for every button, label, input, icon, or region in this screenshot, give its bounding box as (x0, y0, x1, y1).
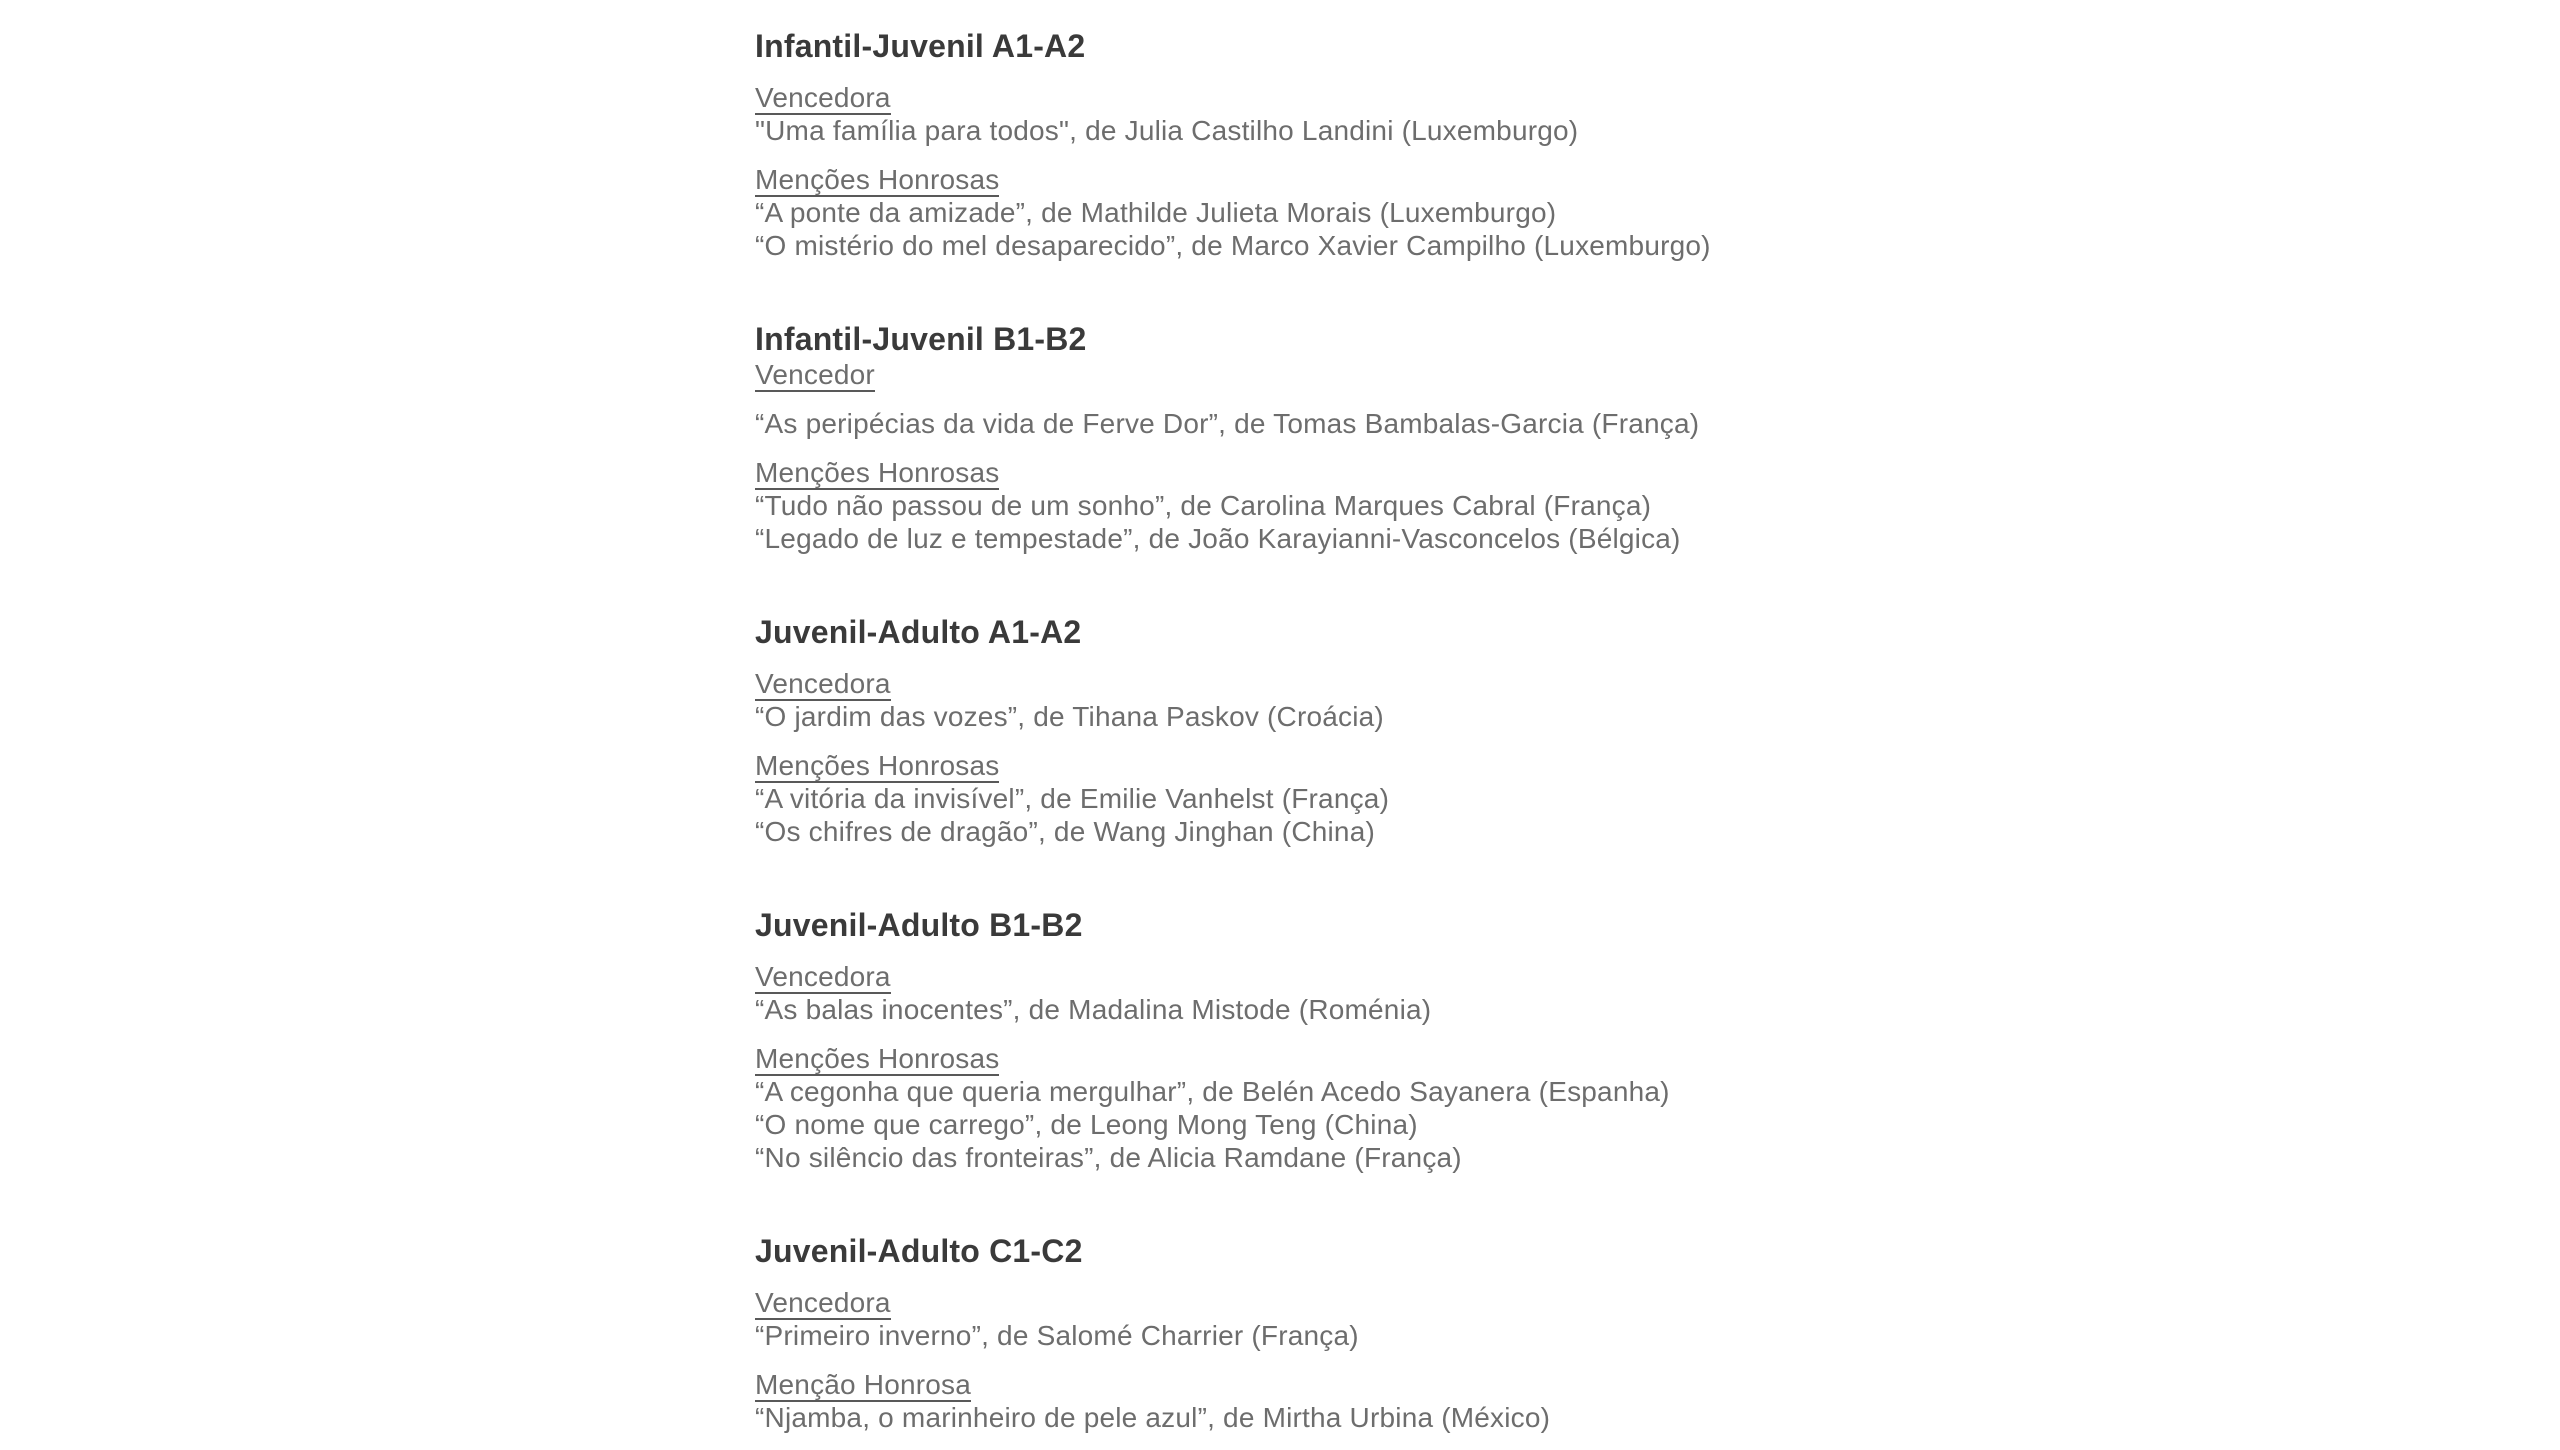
winner-block (755, 1286, 2435, 1352)
winner-label-block (755, 358, 2435, 391)
winner-entry: "Uma família para todos", de Julia Castilho Landini (Luxemburgo) (755, 115, 1579, 146)
mentions-label: Menção Honrosa (755, 1369, 972, 1400)
category-heading: Juvenil-Adulto A1-A2 (755, 614, 1082, 650)
category-section-juvenil-adulto-a1-a2 (755, 613, 2435, 848)
winner-block (755, 667, 2435, 733)
mentions-label: Menções Honrosas (755, 750, 1000, 781)
category-section-juvenil-adulto-c1-c2 (755, 1232, 2435, 1434)
mention-entry: “A cegonha que queria mergulhar”, de Belén Acedo Sayanera (Espanha) (755, 1076, 1670, 1107)
winner-block (755, 960, 2435, 1026)
winner-label: Vencedora (755, 82, 891, 113)
winner-entry: “O jardim das vozes”, de Tihana Paskov (Croácia) (755, 701, 1384, 732)
mention-entry: “O nome que carrego”, de Leong Mong Teng (China) (755, 1109, 1418, 1140)
mentions-block (755, 749, 2435, 848)
winner-entry: “Primeiro inverno”, de Salomé Charrier (França) (755, 1320, 1359, 1351)
winner-label: Vencedor (755, 359, 875, 390)
winner-label: Vencedora (755, 1287, 891, 1318)
mention-entry: “A vitória da invisível”, de Emilie Vanhelst (França) (755, 783, 1390, 814)
category-section-infantil-juvenil-a1-a2 (755, 27, 2435, 262)
category-heading: Juvenil-Adulto B1-B2 (755, 907, 1083, 943)
mentions-label: Menções Honrosas (755, 164, 1000, 195)
awards-results-content (755, 0, 2435, 1450)
mentions-label: Menções Honrosas (755, 457, 1000, 488)
category-section-infantil-juvenil-b1-b2 (755, 320, 2435, 555)
category-heading: Infantil-Juvenil B1-B2 (755, 321, 1087, 357)
mentions-block (755, 1368, 2435, 1434)
winner-block (755, 407, 2435, 440)
mentions-label: Menções Honrosas (755, 1043, 1000, 1074)
winner-label: Vencedora (755, 961, 891, 992)
mentions-block (755, 1042, 2435, 1174)
mention-entry: “O mistério do mel desaparecido”, de Marco Xavier Campilho (Luxemburgo) (755, 230, 1711, 261)
mention-entry: “Os chifres de dragão”, de Wang Jinghan (China) (755, 816, 1375, 847)
category-heading: Infantil-Juvenil A1-A2 (755, 28, 1086, 64)
mentions-block (755, 163, 2435, 262)
winner-entry: “As balas inocentes”, de Madalina Mistode (Roménia) (755, 994, 1432, 1025)
mention-entry: “No silêncio das fronteiras”, de Alicia Ramdane (França) (755, 1142, 1462, 1173)
mention-entry: “Tudo não passou de um sonho”, de Carolina Marques Cabral (França) (755, 490, 1652, 521)
mention-entry: “A ponte da amizade”, de Mathilde Julieta Morais (Luxemburgo) (755, 197, 1557, 228)
winner-entry: “As peripécias da vida de Ferve Dor”, de Tomas Bambalas-Garcia (França) (755, 408, 1700, 439)
mention-entry: “Legado de luz e tempestade”, de João Karayianni-Vasconcelos (Bélgica) (755, 523, 1681, 554)
winner-label: Vencedora (755, 668, 891, 699)
winner-block (755, 81, 2435, 147)
category-heading: Juvenil-Adulto C1-C2 (755, 1233, 1083, 1269)
mentions-block (755, 456, 2435, 555)
mention-entry: “Njamba, o marinheiro de pele azul”, de Mirtha Urbina (México) (755, 1402, 1551, 1433)
category-section-juvenil-adulto-b1-b2 (755, 906, 2435, 1174)
